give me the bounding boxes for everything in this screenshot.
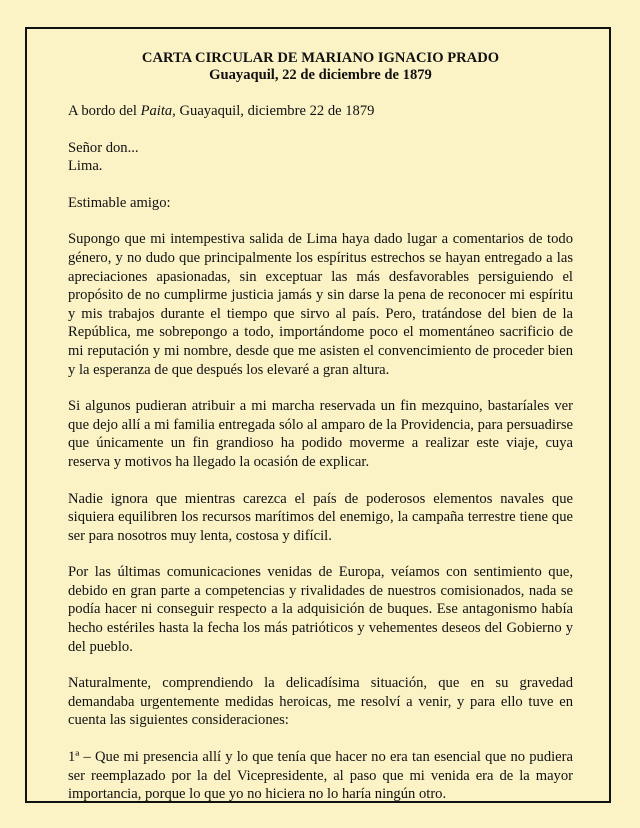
dateline: [68, 102, 573, 121]
paragraph-6: 1ª – Que mi presencia allí y lo que tenía que hacer no era tan esencial que no pudiera ser reemplazado por la del Vicepresidente, al paso que mi venida era de la mayor importancia, porque lo que yo no hiciera no lo haría ningún otro.: [68, 749, 573, 803]
paragraph-1: Supongo que mi intempestiva salida de Lima haya dado lugar a comentarios de todo género, y no dudo que principalmente los espíritus estrechos se hayan entregado a las apreciaciones apasionadas, sin exceptuar las más desfavorables persiguiendo el propósito de no cumplirme justicia jamás y sin darse la pena de reconocer mi espíritu y mis trabajos durante el tiempo que sirvo al país. Pero, tratándose del bien de la República, me sobrepongo a todo, importándome poco el momentáneo sacrificio de mi reputación y mi nombre, desde que me asisten el convencimiento de proceder bien y la esperanza de que después los elevaré a gran altura.: [68, 231, 573, 378]
salutation: [68, 139, 573, 176]
document-title: CARTA CIRCULAR DE MARIANO IGNACIO PRADO: [141, 50, 500, 66]
paragraph-3: Nadie ignora que mientras carezca el país de poderosos elementos navales que siquiera equilibren los recursos marítimos del enemigo, la campaña terrestre tiene que ser para nosotros muy lenta, costosa y difícil.: [68, 490, 573, 544]
ship-name: Paita,: [140, 103, 176, 119]
paragraph-5: Naturalmente, comprendiendo la delicadísima situación, que en su gravedad demandaba urgentemente medidas heroicas, me resolví a venir, y para ello tuve en cuenta las siguientes consideraciones:: [68, 675, 573, 729]
dateline-prefix: A bordo del: [68, 103, 141, 119]
paragraph-2: Si algunos pudieran atribuir a mi marcha reservada un fin mezquino, bastaríales ver que dejo allí a mi familia entregada sólo al amparo de la Providencia, para persuadirse que únicamente un fin grandioso ha podido moverme a realizar este viaje, cuya reserva y motivos ha llegado la ocasión de explicar.: [68, 398, 573, 470]
salutation-line-1: Señor don...: [68, 139, 139, 156]
paragraph-4: Por las últimas comunicaciones venidas de Europa, veíamos con sentimiento que, debido en gran parte a competencias y rivalidades de nuestros comisionados, nada se podía hacer ni conseguir respecto a la adquisición de buques. Ese antagonismo había hecho estériles hasta la fecha los más patrióticos y vehementes deseos del Gobierno y del pueblo.: [68, 564, 573, 655]
dateline-suffix: Guayaquil, diciembre 22 de 1879: [175, 103, 375, 119]
document-subtitle: Guayaquil, 22 de diciembre de 1879: [209, 67, 432, 83]
greeting: Estimable amigo:: [68, 194, 171, 211]
letter-document: [68, 50, 573, 804]
salutation-line-2: Lima.: [68, 158, 103, 175]
